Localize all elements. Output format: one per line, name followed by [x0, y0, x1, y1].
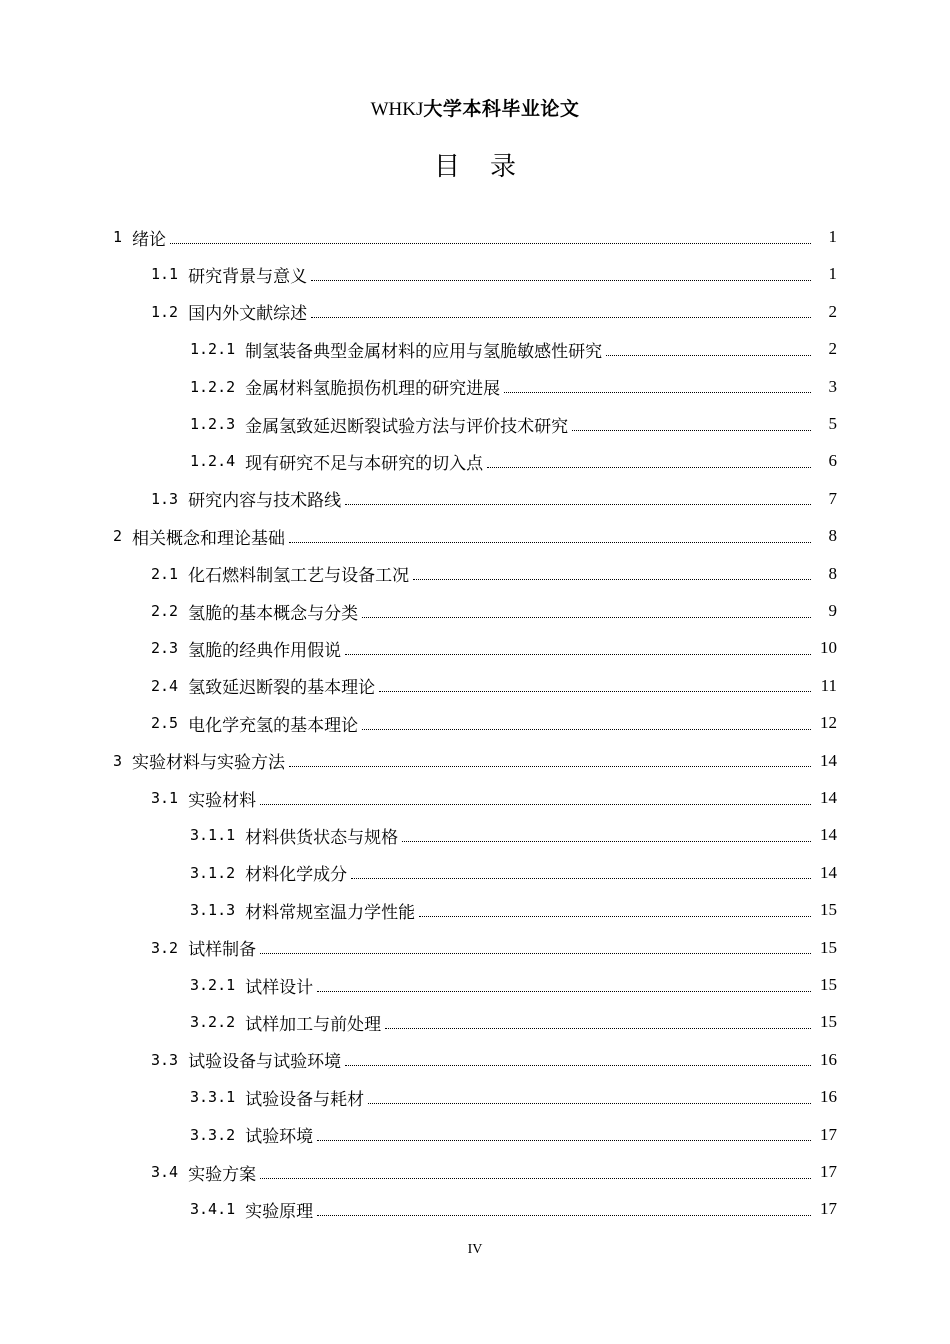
header-latin: WHKJ [370, 99, 424, 120]
toc-entry-number: 3.4.1 [190, 1200, 236, 1219]
toc-entry-number: 3 [113, 751, 123, 770]
toc-entry-page: 16 [820, 1087, 837, 1107]
toc-entry-number: 1.2.4 [190, 452, 236, 471]
toc-entry-page: 12 [820, 713, 837, 733]
toc-entry-title: 金属材料氢脆损伤机理的研究进展 [245, 379, 501, 400]
toc-entry[interactable] [151, 594, 837, 628]
toc-entry[interactable] [190, 1118, 837, 1152]
toc-entry-number: 2 [113, 527, 123, 546]
toc-entry-number: 3.1.2 [190, 863, 236, 882]
toc-entry-page: 2 [828, 339, 837, 359]
toc-entry[interactable] [151, 295, 837, 329]
toc-entry-title: 氢致延迟断裂的基本理论 [188, 678, 376, 699]
toc-entry-title: 材料供货状态与规格 [245, 827, 399, 848]
toc-entry[interactable] [151, 631, 837, 665]
toc-entry-page: 1 [828, 227, 837, 246]
toc-entry-number: 3.2 [151, 938, 179, 957]
toc-entry[interactable] [113, 220, 837, 254]
toc-entry-title: 国内外文献综述 [188, 304, 308, 325]
toc-entry[interactable] [151, 781, 837, 815]
toc-entry-number: 1.2.1 [190, 340, 236, 359]
toc-entry-title: 研究背景与意义 [188, 266, 308, 287]
dot-leader [402, 841, 811, 842]
toc-entry-title: 试验设备与试验环境 [188, 1052, 342, 1073]
toc-entry-page: 15 [820, 900, 837, 920]
toc-entry-page: 16 [820, 1049, 837, 1069]
toc-entry-number: 3.2.2 [190, 1013, 236, 1032]
toc-entry[interactable] [151, 557, 837, 591]
toc-entry[interactable] [190, 444, 837, 478]
toc-entry[interactable] [190, 332, 837, 366]
dot-leader [170, 243, 811, 244]
toc-entry-title: 材料常规室温力学性能 [245, 902, 416, 923]
page-title: 目录 [433, 152, 546, 182]
toc-entry-page: 14 [820, 788, 837, 807]
dot-leader [311, 317, 811, 318]
toc-entry-number: 2.3 [151, 639, 179, 658]
document-header [0, 94, 950, 121]
toc-entry-page: 14 [820, 825, 837, 845]
toc-entry-page: 15 [820, 937, 837, 957]
toc-entry[interactable] [190, 893, 837, 927]
dot-leader [345, 504, 811, 505]
toc-entry-title: 氢脆的经典作用假说 [188, 640, 342, 661]
toc-entry-page: 15 [820, 1012, 837, 1032]
toc-entry-page: 14 [820, 750, 837, 770]
toc-entry-page: 2 [828, 301, 837, 321]
toc-entry[interactable] [113, 744, 837, 778]
dot-leader [317, 991, 811, 992]
toc-entry-number: 3.3.1 [190, 1088, 236, 1107]
toc-entry-title: 电化学充氢的基本理论 [188, 715, 359, 736]
toc-entry-number: 3.3 [151, 1050, 179, 1069]
toc-entry-title: 研究内容与技术路线 [188, 491, 342, 512]
toc-entry-page: 6 [828, 451, 837, 471]
toc-entry-page: 17 [820, 1162, 837, 1181]
toc-entry-title: 试验设备与耗材 [245, 1089, 365, 1110]
toc-entry[interactable] [151, 1043, 837, 1077]
toc-entry-page: 1 [828, 264, 837, 284]
dot-leader [487, 467, 811, 468]
dot-leader [351, 878, 811, 879]
toc-entry-title: 试样制备 [188, 940, 257, 961]
toc-entry-page: 15 [820, 975, 837, 994]
toc-entry[interactable] [113, 519, 837, 553]
toc-entry-page: 5 [828, 414, 837, 433]
toc-entry-number: 3.3.2 [190, 1125, 236, 1144]
toc-entry-number: 3.1.3 [190, 901, 236, 920]
toc-entry-page: 17 [820, 1124, 837, 1144]
toc-entry-page: 3 [828, 376, 837, 396]
dot-leader [260, 804, 811, 805]
toc-entry-title: 制氢装备典型金属材料的应用与氢脆敏感性研究 [245, 341, 603, 362]
toc-entry-title: 实验方案 [188, 1164, 257, 1185]
toc-entry-page: 8 [828, 563, 837, 583]
toc-entry-title: 化石燃料制氢工艺与设备工况 [188, 566, 410, 587]
dot-leader [572, 430, 811, 431]
toc-entry-page: 9 [828, 601, 837, 620]
toc-entry[interactable] [151, 482, 837, 516]
dot-leader [379, 691, 811, 692]
toc-entry-number: 1.3 [151, 489, 179, 508]
toc-entry-number: 2.5 [151, 714, 179, 733]
toc-entry[interactable] [190, 1192, 837, 1226]
dot-leader [345, 1065, 811, 1066]
toc-entry-title: 现有研究不足与本研究的切入点 [245, 453, 484, 474]
dot-leader [385, 1028, 811, 1029]
toc-entry-title: 材料化学成分 [245, 865, 348, 886]
toc-entry[interactable] [190, 1080, 837, 1114]
toc-entry-number: 1 [113, 228, 123, 246]
toc-entry-title: 实验原理 [245, 1201, 314, 1222]
toc-entry[interactable] [151, 669, 837, 703]
toc-entry[interactable] [190, 818, 837, 852]
toc-entry-title: 绪论 [132, 229, 167, 250]
dot-leader [260, 1178, 811, 1179]
toc-entry[interactable] [190, 370, 837, 404]
toc-entry[interactable] [151, 257, 837, 291]
dot-leader [289, 766, 811, 767]
toc-entry[interactable] [151, 931, 837, 965]
toc-entry[interactable] [190, 1005, 837, 1039]
toc-entry-title: 金属氢致延迟断裂试验方法与评价技术研究 [245, 416, 569, 437]
toc-entry-title: 相关概念和理论基础 [132, 528, 286, 549]
dot-leader [289, 542, 811, 543]
toc-entry-page: 7 [828, 488, 837, 508]
toc-entry[interactable] [190, 407, 837, 441]
dot-leader [317, 1215, 811, 1216]
toc-entry-title: 试样加工与前处理 [245, 1014, 382, 1035]
toc-entry-number: 1.2.3 [190, 415, 236, 433]
dot-leader [368, 1103, 811, 1104]
toc-entry-number: 1.2.2 [190, 377, 236, 396]
toc-entry-page: 14 [820, 862, 837, 882]
toc-entry-page: 10 [820, 638, 837, 658]
toc-entry-number: 3.1 [151, 789, 179, 807]
dot-leader [260, 953, 811, 954]
toc-entry-number: 1.1 [151, 265, 179, 284]
toc-entry-title: 氢脆的基本概念与分类 [188, 603, 359, 624]
toc-entry[interactable] [190, 968, 837, 1002]
toc-entry-page: 8 [828, 526, 837, 546]
dot-leader [362, 617, 811, 618]
toc-entry-number: 2.1 [151, 564, 179, 583]
dot-leader [606, 355, 811, 356]
toc-entry[interactable] [151, 1155, 837, 1189]
header-title: 大学本科毕业论文 [423, 98, 580, 120]
dot-leader [362, 729, 811, 730]
toc-entry-page: 11 [820, 675, 837, 695]
toc-entry-title: 实验材料与实验方法 [132, 753, 286, 774]
toc-entry[interactable] [151, 706, 837, 740]
dot-leader [504, 392, 811, 393]
toc-entry[interactable] [190, 856, 837, 890]
dot-leader [345, 654, 811, 655]
dot-leader [419, 916, 811, 917]
toc-entry-number: 3.2.1 [190, 976, 236, 994]
toc-entry-title: 试样设计 [245, 977, 314, 998]
dot-leader [413, 579, 811, 580]
toc-entry-title: 实验材料 [188, 790, 257, 811]
toc-entry-number: 2.4 [151, 676, 179, 695]
dot-leader [311, 280, 811, 281]
toc-entry-page: 17 [820, 1199, 837, 1219]
toc-entry-number: 1.2 [151, 302, 179, 321]
toc-entry-title: 试验环境 [245, 1127, 314, 1148]
toc-entry-number: 3.4 [151, 1163, 179, 1181]
toc-entry-number: 3.1.1 [190, 826, 236, 845]
page-number: IV [467, 1242, 483, 1257]
toc-entry-number: 2.2 [151, 602, 179, 620]
dot-leader [317, 1140, 811, 1141]
